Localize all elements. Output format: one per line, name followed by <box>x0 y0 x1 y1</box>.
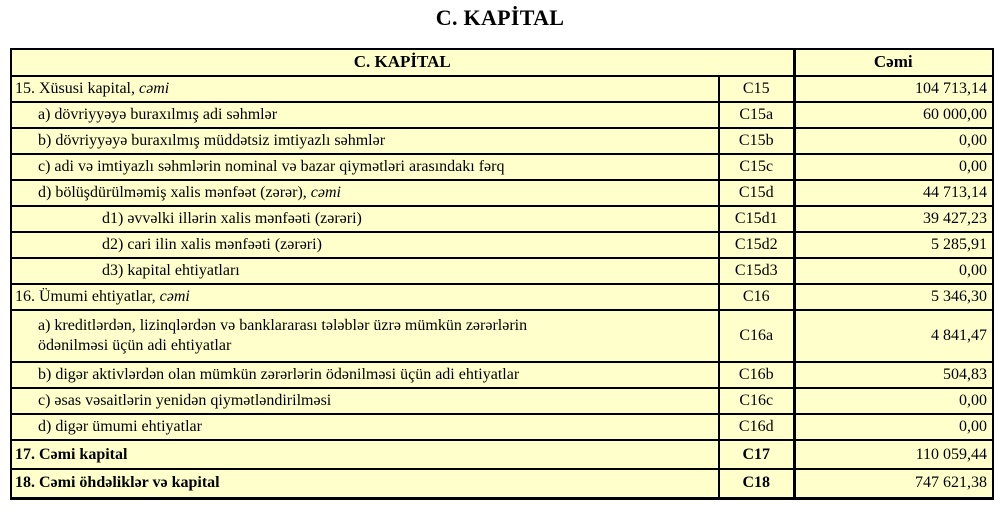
row-label <box>11 232 719 258</box>
row-label <box>11 258 719 284</box>
row-c16b <box>11 362 993 388</box>
row-c15d2 <box>11 232 993 258</box>
row-label <box>11 310 719 362</box>
row-c18-total-liabilities-capital <box>11 469 993 498</box>
row-label-text: 18. Cəmi öhdəliklər və kapital <box>15 474 220 492</box>
row-label-line2: ödənilməsi üçün adi ehtiyatlar <box>38 337 232 354</box>
row-label-text: c) adi və imtiyazlı səhmlərin nominal və bazar qiymətləri arasındakı fərq <box>38 158 505 176</box>
row-value: 504,83 <box>794 362 993 388</box>
row-label-italic: cəmi <box>159 288 190 306</box>
page-title: C. KAPİTAL <box>435 5 565 30</box>
row-code: C15d <box>719 180 794 206</box>
row-label-text: 17. Cəmi kapital <box>15 445 128 463</box>
row-value: 4 841,47 <box>794 310 993 362</box>
row-label-italic: cəmi <box>310 184 341 202</box>
row-label-text: b) dövriyyəyə buraxılmış müddətsiz imtiyazlı səhmlər <box>38 132 386 150</box>
row-c15 <box>11 76 993 102</box>
row-label <box>11 469 719 498</box>
row-c15b <box>11 128 993 154</box>
row-value: 104 713,14 <box>794 76 993 102</box>
row-value: 0,00 <box>794 154 993 180</box>
row-code: C15c <box>719 154 794 180</box>
row-c16d <box>11 414 993 440</box>
row-value: 0,00 <box>794 128 993 154</box>
row-code: C15 <box>719 76 794 102</box>
row-c16c <box>11 388 993 414</box>
row-value: 0,00 <box>794 388 993 414</box>
table-header-total: Cəmi <box>794 49 993 76</box>
row-label-text: a) dövriyyəyə buraxılmış adi səhmlər <box>38 106 278 124</box>
row-label-text: 16. Ümumi ehtiyatlar, <box>15 288 160 306</box>
row-label <box>11 102 719 128</box>
row-label-text: a) kreditlərdən, lizinqlərdən və banklararası tələblər üzrə mümkün zərərlərin <box>38 317 528 335</box>
row-c15d <box>11 180 993 206</box>
row-code: C16d <box>719 414 794 440</box>
row-c16a <box>11 310 993 362</box>
table-header-row <box>11 49 993 76</box>
row-label <box>11 362 719 388</box>
row-c16 <box>11 284 993 310</box>
row-label <box>11 154 719 180</box>
row-value: 747 621,38 <box>794 469 993 498</box>
row-label <box>11 76 719 102</box>
row-code: C16a <box>719 310 794 362</box>
row-label-text: 15. Xüsusi kapital, <box>15 80 139 98</box>
row-code: C15d1 <box>719 206 794 232</box>
row-value: 44 713,14 <box>794 180 993 206</box>
row-code: C15a <box>719 102 794 128</box>
row-value: 110 059,44 <box>794 440 993 469</box>
row-value: 60 000,00 <box>794 102 993 128</box>
row-value: 0,00 <box>794 414 993 440</box>
row-label-text: d1) əvvəlki illərin xalis mənfəəti (zərəri) <box>102 210 362 228</box>
row-c15d3 <box>11 258 993 284</box>
row-code: C18 <box>719 469 794 498</box>
row-label <box>11 388 719 414</box>
row-value: 5 346,30 <box>794 284 993 310</box>
row-code: C15d2 <box>719 232 794 258</box>
row-label <box>11 414 719 440</box>
row-c17-total-capital <box>11 440 993 469</box>
row-label-text: b) digər aktivlərdən olan mümkün zərərlərin ödənilməsi üçün adi ehtiyatlar <box>38 366 520 384</box>
row-value: 39 427,23 <box>794 206 993 232</box>
row-code: C15d3 <box>719 258 794 284</box>
row-label-italic: cəmi <box>139 80 170 98</box>
row-c15d1 <box>11 206 993 232</box>
row-label-text: d3) kapital ehtiyatları <box>102 262 240 280</box>
row-value: 5 285,91 <box>794 232 993 258</box>
row-code: C16c <box>719 388 794 414</box>
row-code: C16b <box>719 362 794 388</box>
row-code: C17 <box>719 440 794 469</box>
row-code: C15b <box>719 128 794 154</box>
row-label-text: c) əsas vəsaitlərin yenidən qiymətləndirilməsi <box>38 392 332 410</box>
row-label <box>11 206 719 232</box>
capital-table <box>10 48 994 500</box>
row-label-text: d) digər ümumi ehtiyatlar <box>38 418 202 436</box>
row-label <box>11 180 719 206</box>
row-label-text: d2) cari ilin xalis mənfəəti (zərəri) <box>102 236 322 254</box>
row-label <box>11 284 719 310</box>
row-code: C16 <box>719 284 794 310</box>
table-header-title: C. KAPİTAL <box>11 49 794 76</box>
row-label-text: d) bölüşdürülməmiş xalis mənfəət (zərər), <box>38 184 311 202</box>
row-label <box>11 440 719 469</box>
row-c15c <box>11 154 993 180</box>
row-value: 0,00 <box>794 258 993 284</box>
row-label <box>11 128 719 154</box>
row-c15a <box>11 102 993 128</box>
